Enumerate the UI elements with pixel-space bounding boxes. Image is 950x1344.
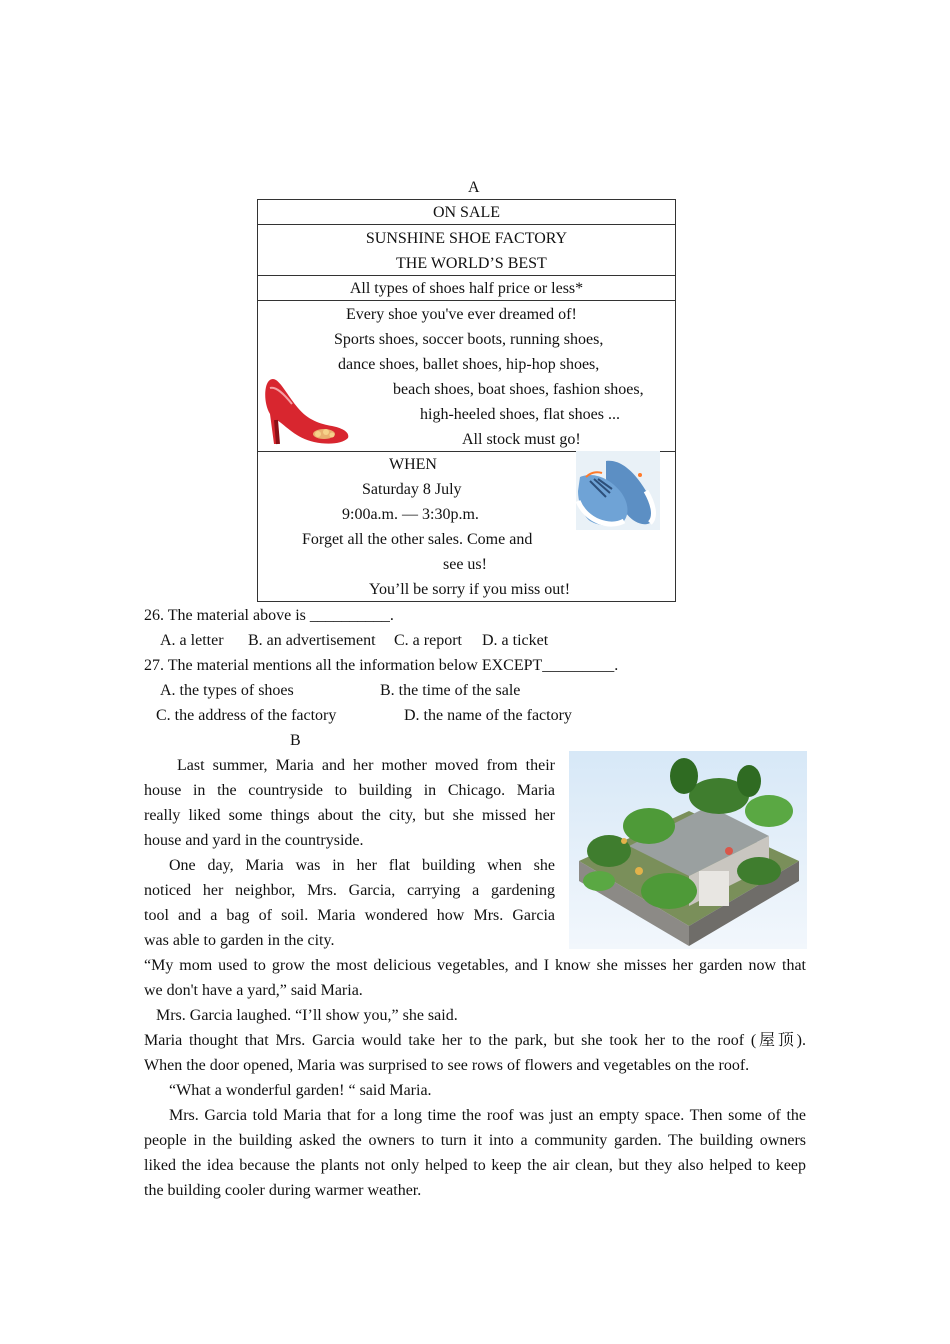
ad-on-sale: ON SALE: [432, 204, 501, 221]
question-27-option-b: B. the time of the sale: [380, 682, 521, 699]
passage-line-2: house in the countryside to building in Chicago. Maria: [144, 782, 555, 799]
question-27-option-a: A. the types of shoes: [160, 682, 294, 699]
question-26-option-a: A. a letter: [160, 632, 224, 649]
ad-sorry-line: You’ll be sorry if you miss out!: [369, 581, 571, 598]
passage-line-5: One day, Maria was in her flat building when she: [169, 857, 555, 874]
ad-date: Saturday 8 July: [362, 481, 462, 498]
question-27-option-d: D. the name of the factory: [404, 707, 572, 724]
ad-when-label: WHEN: [389, 456, 437, 473]
question-27-option-c: C. the address of the factory: [156, 707, 337, 724]
ad-factory-name: SUNSHINE SHOE FACTORY: [365, 230, 568, 247]
passage-line-10: we don't have a yard,” said Maria.: [144, 982, 363, 999]
passage-line-14: “What a wonderful garden! “ said Maria.: [169, 1082, 432, 1099]
passage-line-12: Maria thought that Mrs. Garcia would take her to the park, but she took her to the roof (屋顶).: [144, 1032, 806, 1049]
passage-line-8: was able to garden in the city.: [144, 932, 335, 949]
passage-line-4: house and yard in the countryside.: [144, 832, 364, 849]
red-high-heel-image: [262, 374, 350, 446]
passage-line-15: Mrs. Garcia told Maria that for a long time the roof was just an empty space. Then some of the: [169, 1107, 806, 1124]
passage-line-16: people in the building asked the owners to turn it into a community garden. The building owners: [144, 1132, 806, 1149]
question-26-option-c: C. a report: [394, 632, 462, 649]
passage-line-7: tool and a bag of soil. Maria wondered how Mrs. Garcia: [144, 907, 555, 924]
passage-line-11: Mrs. Garcia laughed. “I’ll show you,” she said.: [156, 1007, 458, 1024]
passage-line-13: When the door opened, Maria was surprised to see rows of flowers and vegetables on the roof.: [144, 1057, 750, 1074]
passage-line-18: the building cooler during warmer weather.: [144, 1182, 422, 1199]
ad-half-price: All types of shoes half price or less*: [349, 280, 584, 297]
question-26-stem: 26. The material above is __________.: [144, 607, 394, 624]
section-a-letter: A: [468, 179, 480, 196]
blue-sneakers-image: [576, 451, 660, 530]
ad-time: 9:00a.m. — 3:30p.m.: [342, 506, 479, 523]
passage-line-3: really liked some things about the city, but she missed her: [144, 807, 555, 824]
ad-shoes-line-5: high-heeled shoes, flat shoes ...: [420, 406, 620, 423]
question-27-stem: 27. The material mentions all the information below EXCEPT_________.: [144, 657, 619, 674]
section-b-letter: B: [290, 732, 301, 749]
ad-shoes-line-4: beach shoes, boat shoes, fashion shoes,: [393, 381, 644, 398]
passage-line-6: noticed her neighbor, Mrs. Garcia, carrying a gardening: [144, 882, 555, 899]
ad-worlds-best: THE WORLD’S BEST: [396, 255, 547, 272]
question-26-option-d: D. a ticket: [482, 632, 549, 649]
passage-line-9: “My mom used to grow the most delicious vegetables, and I know she misses her garden now that: [144, 957, 806, 974]
ad-see-us: see us!: [443, 556, 487, 573]
ad-shoes-line-3: dance shoes, ballet shoes, hip-hop shoes,: [338, 356, 600, 373]
rooftop-garden-image: [569, 751, 807, 949]
question-26-option-b: B. an advertisement: [248, 632, 376, 649]
passage-line-17: liked the idea because the plants not only helped to keep the air clean, but they also helped to keep: [144, 1157, 806, 1174]
passage-line-1: Last summer, Maria and her mother moved from their: [177, 757, 555, 774]
ad-come-line: Forget all the other sales. Come and: [302, 531, 533, 548]
ad-shoes-line-6: All stock must go!: [462, 431, 581, 448]
ad-shoes-line-2: Sports shoes, soccer boots, running shoes,: [334, 331, 604, 348]
ad-shoes-line-1: Every shoe you've ever dreamed of!: [346, 306, 577, 323]
